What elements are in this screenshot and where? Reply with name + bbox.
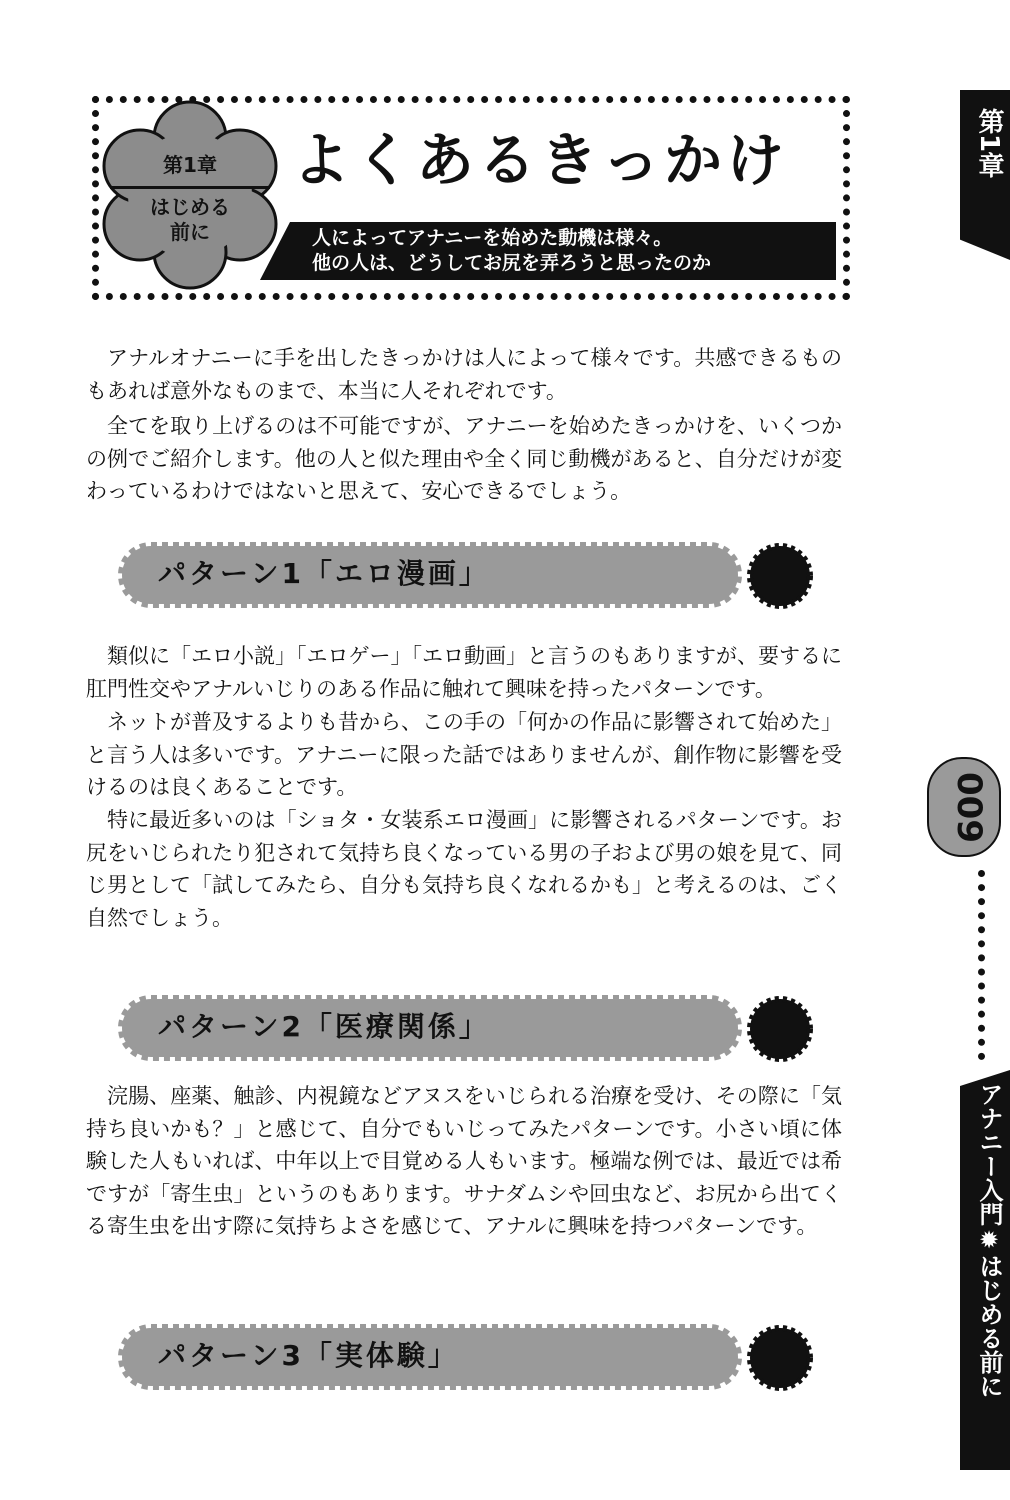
pattern-1-paragraph-3: 特に最近多いのは「ショタ・女装系エロ漫画」に影響されるパターンです。お尻をいじられたり犯されて気持ち良くなっている男の子および男の娘を見て、同じ男として「試してみたら、自分も気持ち良くなれるかも」と考えるのは、ごく自然でしょう。 <box>86 808 842 930</box>
page-number: 009 <box>949 772 989 843</box>
subtitle-line1: 人によってアナニーを始めた動機は様々。 <box>312 227 673 249</box>
chapter-number: 第1章 <box>163 153 217 177</box>
subtitle <box>312 226 832 276</box>
chapter-divider <box>110 186 270 189</box>
pattern-1-paragraph-1: 類似に「エロ小説」「エロゲー」「エロ動画」と言うのもありますが、要するに肛門性交やアナルいじりのある作品に触れて興味を持ったパターンです。 <box>86 644 842 701</box>
pattern-heading-3-label: パターン3「実体験」 <box>158 1339 459 1372</box>
chapter-side-tab-label: 第1章 <box>974 108 1004 179</box>
pattern-heading-2-label: パターン2「医療関係」 <box>158 1010 490 1043</box>
chapter-subtitle <box>95 195 285 245</box>
subtitle-line2: 他の人は、どうしてお尻を弄ろうと思ったのか <box>312 252 712 274</box>
pattern-heading-1-label: パターン1「エロ漫画」 <box>158 557 490 590</box>
pattern-heading-3 <box>118 1318 818 1398</box>
intro-paragraph-1: アナルオナニーに手を出したきっかけは人によって様々です。共感できるものもあれば意外なものまで、本当に人それぞれです。 <box>86 346 842 403</box>
pattern-2-paragraph-1: 浣腸、座薬、触診、内視鏡などアヌスをいじられる治療を受け、その際に「気持ち良いかも？」と感じて、自分でもいじってみたパターンです。小さい頃に体験した人もいれば、中年以上で目覚める人もいます。極端な例では、最近では希ですが「寄生虫」というのもあります。サナダムシや回虫など、お尻から出てくる寄生虫を出す際に気持ちよさを感じて、アナルに興味を持つパターンです。 <box>86 1084 842 1238</box>
page-title: よくあるきっかけ <box>292 126 789 194</box>
chapter-subtitle-line2: 前に <box>170 220 210 244</box>
side-dotted-line <box>978 870 995 1060</box>
pattern-heading-2 <box>118 989 818 1069</box>
pattern-heading-1 <box>118 536 818 616</box>
pattern-1-paragraph-2: ネットが普及するよりも昔から、この手の「何かの作品に影響されて始めた」と言う人は多いです。アナニーに限った話ではありませんが、創作物に影響を受けるのは良くあることです。 <box>86 710 842 799</box>
intro-paragraph-2: 全てを取り上げるのは不可能ですが、アナニーを始めたきっかけを、いくつかの例でご紹介します。他の人と似た理由や全く同じ動機があると、自分だけが変わっているわけではないと思えて、安心できるでしょう。 <box>86 414 842 503</box>
chapter-subtitle-line1: はじめる <box>150 195 230 219</box>
book-title-side-label: アナニー入門✹はじめる前に <box>975 1082 1003 1398</box>
